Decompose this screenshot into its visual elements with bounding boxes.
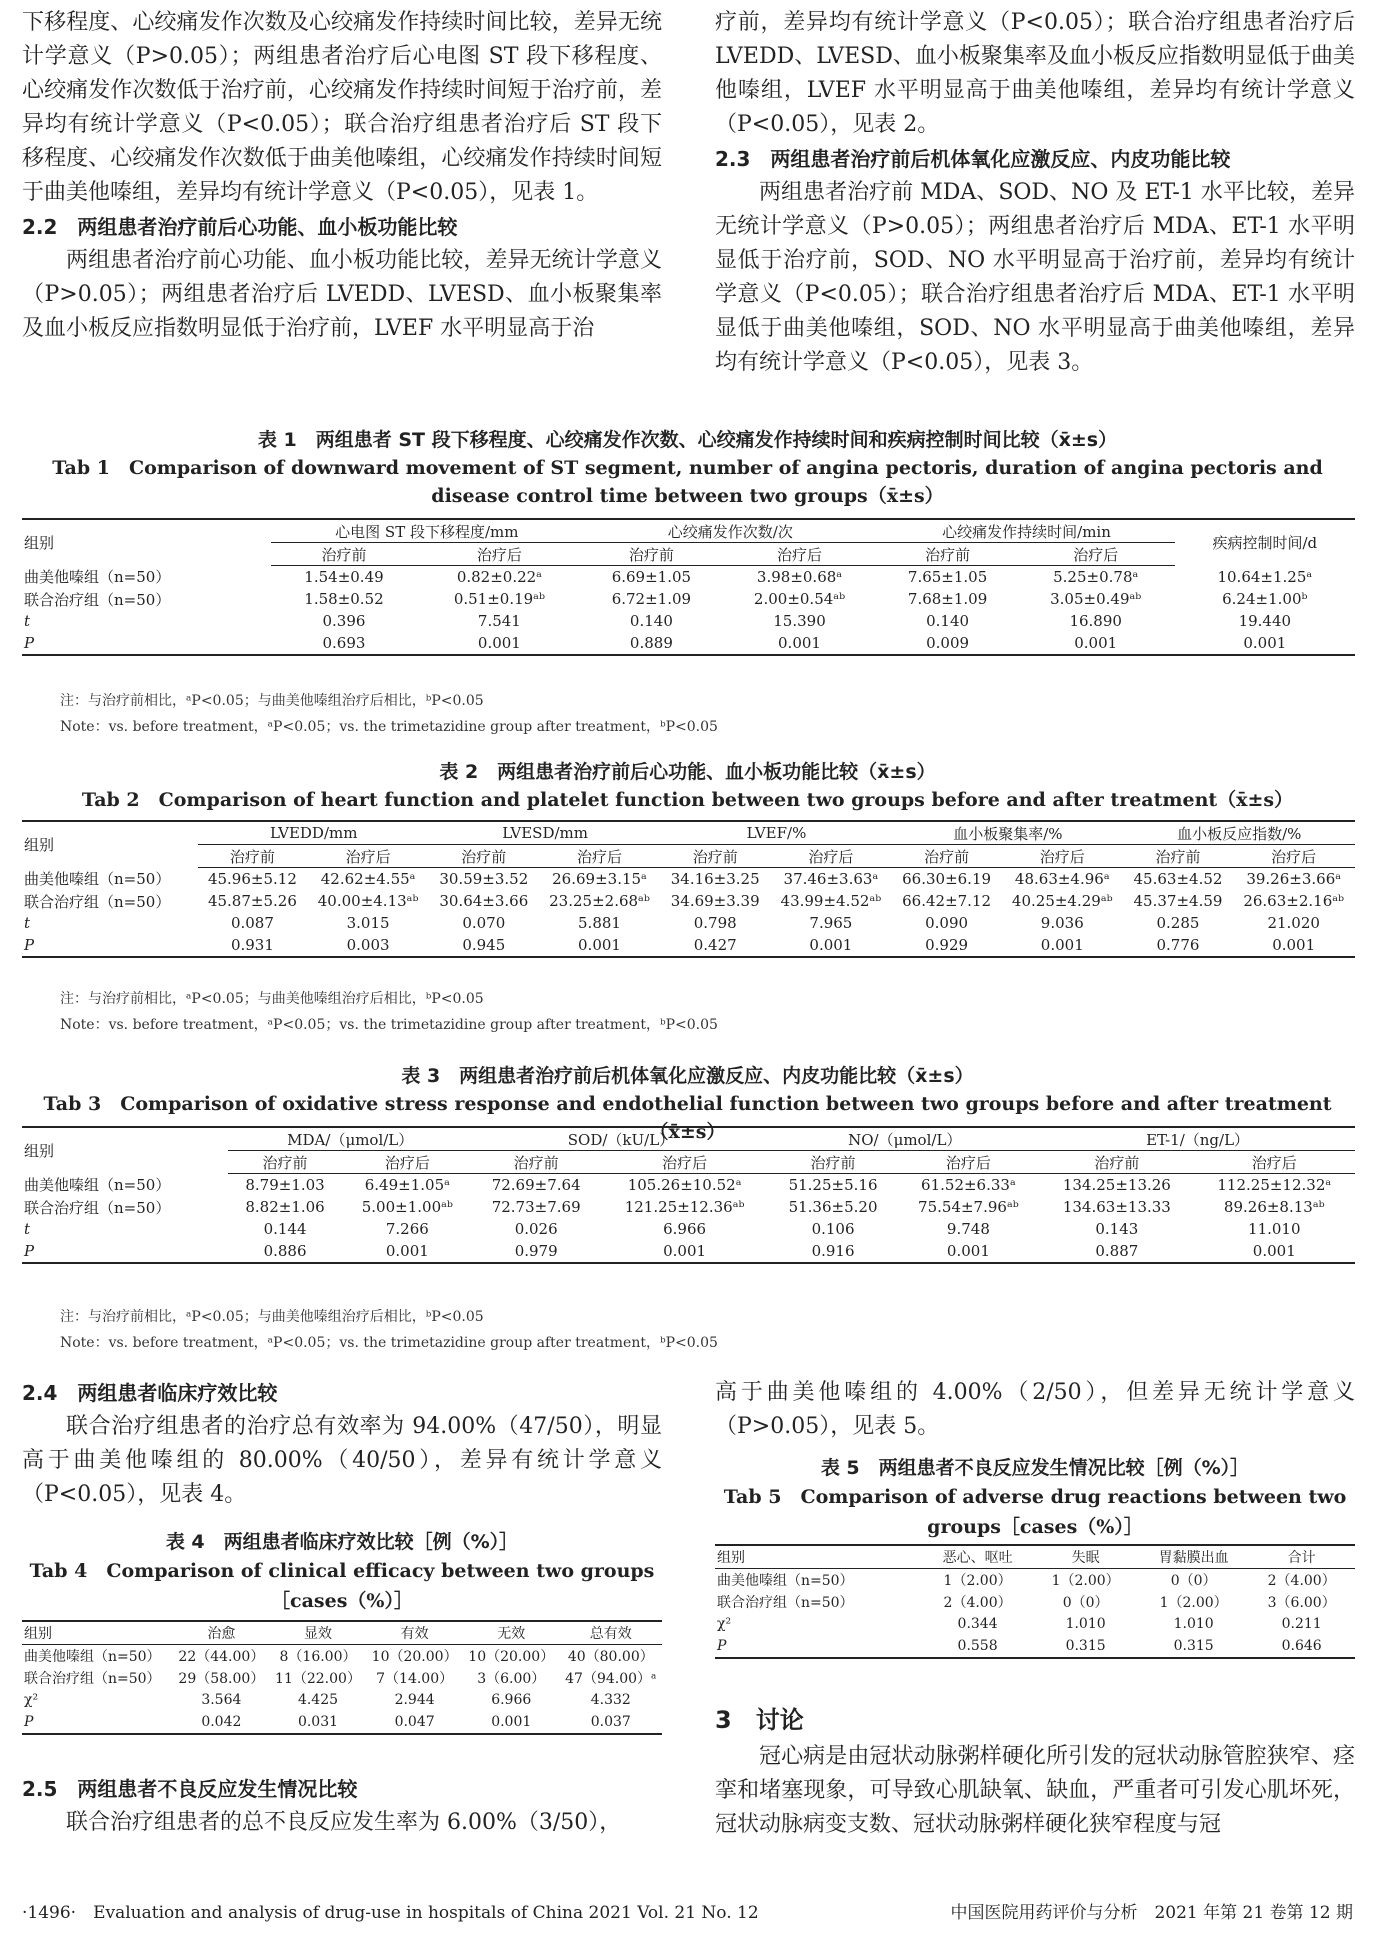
table-2-header: LVEF/% — [661, 821, 892, 845]
paragraph-2-5: 联合治疗组患者的总不良反应发生率为 6.00%（3/50）， — [66, 1810, 622, 1835]
table-row — [22, 1711, 662, 1734]
table-1-title-zh: 表 1 两组患者 ST 段下移程度、心绞痛发作次数、心绞痛发作持续时间和疾病控制时间比较（x̄±s） — [257, 429, 1118, 451]
table-5-title-zh: 表 5 两组患者不良反应发生情况比较［例（%）］ — [820, 1457, 1250, 1479]
table-4-header: 显效 — [270, 1621, 367, 1645]
table-2 — [22, 820, 1355, 958]
table-cell: 联合治疗组（n=50） — [717, 1595, 854, 1611]
table-cell: 联合治疗组（n=50） — [24, 1671, 161, 1687]
table-cell: 51.25±5.16 — [788, 1176, 878, 1194]
table-cell: 40.25±4.29ᵃᵇ — [1011, 892, 1113, 910]
table-row — [22, 1218, 1355, 1240]
table-cell: 6.49±1.05ᵃ — [364, 1176, 450, 1194]
table-cell: 0.646 — [1248, 1635, 1355, 1658]
table-row — [715, 1569, 1355, 1592]
table-cell: 0.886 — [228, 1240, 342, 1263]
table-3-note-en: Note：vs. before treatment，ᵃP<0.05；vs. the trimetazidine group after treatment，ᵇP<0.05 — [60, 1335, 718, 1351]
table-cell: 9.036 — [1040, 914, 1084, 932]
table-3-header: MDA/（μmol/L） — [228, 1127, 473, 1151]
table-cell: 75.54±7.96ᵃᵇ — [918, 1198, 1019, 1216]
table-3-group-header: 组别 — [22, 1127, 228, 1174]
table-cell: 48.63±4.96ᵃ — [1014, 870, 1110, 888]
table-cell: 曲美他嗪组（n=50） — [24, 568, 171, 587]
table-cell: 0.140 — [926, 612, 970, 630]
table-cell: 47（94.00）ᵃ — [565, 1671, 657, 1687]
table-cell: 21.020 — [1267, 914, 1320, 932]
table-cell: 30.64±3.66 — [439, 892, 529, 910]
table-cell: 134.63±13.33 — [1062, 1198, 1171, 1216]
table-3-subheader: 治疗前 — [228, 1151, 342, 1174]
table-cell: 19.440 — [1238, 612, 1292, 630]
table-2-header: 血小板反应指数/% — [1124, 821, 1355, 845]
table-cell: 3（6.00） — [477, 1671, 546, 1687]
table-cell: 0.776 — [1124, 934, 1233, 957]
table-cell: 0.143 — [1095, 1220, 1139, 1238]
table-5-header: 组别 — [715, 1545, 923, 1569]
table-cell: 1（2.00） — [1159, 1595, 1228, 1611]
table-cell: 0.344 — [957, 1616, 998, 1632]
table-cell: 0.106 — [811, 1220, 855, 1238]
table-row — [22, 588, 1355, 610]
table-cell: 42.62±4.55ᵃ — [320, 870, 416, 888]
table-cell: 0.285 — [1156, 914, 1200, 932]
right-column-top — [715, 6, 1355, 380]
table-3-note — [60, 1304, 718, 1356]
table-cell: 72.73±7.69 — [491, 1198, 581, 1216]
section-heading-2-5: 2.5 两组患者不良反应发生情况比较 — [22, 1777, 358, 1801]
paragraph-2-5-cont: 高于曲美他嗪组的 4.00%（2/50），但差异无统计学意义（P>0.05），见表 5。 — [715, 1380, 1355, 1439]
table-row — [715, 1635, 1355, 1658]
table-cell: t — [24, 1220, 31, 1238]
table-1 — [22, 518, 1355, 656]
table-cell: t — [24, 914, 31, 932]
table-cell: 8（16.00） — [279, 1649, 357, 1665]
table-cell: 2（4.00） — [943, 1595, 1012, 1611]
table-2-caption — [20, 758, 1355, 814]
table-row — [715, 1613, 1355, 1635]
table-cell: 6.966 — [491, 1692, 532, 1708]
table-cell: 40.00±4.13ᵃᵇ — [317, 892, 419, 910]
table-cell: 61.52±6.33ᵃ — [921, 1176, 1016, 1194]
table-cell: 43.99±4.52ᵃᵇ — [780, 892, 882, 910]
table-cell: 0.315 — [1032, 1635, 1139, 1658]
paragraph-2-2: 两组患者治疗前心功能、血小板功能比较，差异无统计学意义（P>0.05）；两组患者治疗后 LVEDD、LVESD、血小板聚集率及血小板反应指数明显低于治疗前，LVEF 水平明显高于治 — [22, 248, 662, 341]
table-cell: 26.69±3.15ᵃ — [552, 870, 647, 888]
footer-left: ·1496· Evaluation and analysis of drug-use in hospitals of China 2021 Vol. 21 No. 12 — [22, 1903, 759, 1923]
table-cell: 7.65±1.05 — [907, 568, 988, 586]
table-cell: 11.010 — [1248, 1220, 1301, 1238]
table-cell: 26.63±2.16ᵃᵇ — [1243, 892, 1345, 910]
table-cell: 0.090 — [925, 914, 969, 932]
table-4-header: 总有效 — [560, 1621, 662, 1645]
table-2-subheader: 治疗后 — [307, 845, 430, 868]
table-cell: 134.25±13.26 — [1062, 1176, 1171, 1194]
table-cell: 0.889 — [582, 632, 720, 655]
table-4-title-zh: 表 4 两组患者临床疗效比较［例（%）］ — [165, 1531, 519, 1553]
table-cell: 23.25±2.68ᵃᵇ — [549, 892, 650, 910]
table-cell: 2.00±0.54ᵃᵇ — [753, 590, 846, 608]
table-cell: 6.966 — [663, 1220, 707, 1238]
table-cell: 45.96±5.12 — [207, 870, 297, 888]
table-cell: P — [22, 934, 198, 957]
table-cell: P — [22, 1240, 228, 1263]
table-3-subheader: 治疗后 — [600, 1151, 770, 1174]
table-cell: 0.047 — [366, 1711, 463, 1734]
table-4-header: 有效 — [366, 1621, 463, 1645]
table-cell: 3.015 — [346, 914, 390, 932]
table-cell: 8.79±1.03 — [245, 1176, 325, 1194]
table-cell: 曲美他嗪组（n=50） — [24, 1176, 171, 1195]
table-cell: 0.070 — [462, 914, 506, 932]
table-cell: 0.001 — [770, 934, 893, 957]
table-cell: P — [715, 1635, 923, 1658]
table-3-subheader: 治疗前 — [1040, 1151, 1193, 1174]
table-cell: 0.979 — [473, 1240, 600, 1263]
table-2-note — [60, 986, 718, 1038]
table-cell: 39.26±3.66ᵃ — [1246, 870, 1342, 888]
table-cell: 0.001 — [1175, 632, 1355, 655]
table-cell: 30.59±3.52 — [439, 870, 529, 888]
table-cell: 0（0） — [1170, 1573, 1217, 1589]
table-cell: 7（14.00） — [376, 1671, 454, 1687]
table-4-title-en: Tab 4 Comparison of clinical efficacy between two groups［cases（%）］ — [29, 1560, 655, 1612]
table-5-header: 胃黏膜出血 — [1139, 1545, 1248, 1569]
table-cell: 2（4.00） — [1267, 1573, 1336, 1589]
table-cell: 45.63±4.52 — [1133, 870, 1223, 888]
table-cell: t — [24, 612, 31, 630]
table-cell: 0.001 — [342, 1240, 472, 1263]
table-cell: 121.25±12.36ᵃᵇ — [624, 1198, 745, 1216]
table-2-header: LVEDD/mm — [198, 821, 429, 845]
table-row — [22, 1174, 1355, 1197]
table-cell: 曲美他嗪组（n=50） — [24, 870, 171, 889]
table-cell: 40（80.00） — [567, 1649, 654, 1665]
right-column-bottom — [715, 1376, 1355, 1444]
table-row — [22, 1689, 662, 1711]
table-row — [22, 610, 1355, 632]
table-cell: 0.026 — [514, 1220, 558, 1238]
table-cell: 7.266 — [385, 1220, 429, 1238]
table-cell: 曲美他嗪组（n=50） — [717, 1573, 854, 1589]
table-cell: 45.37±4.59 — [1133, 892, 1223, 910]
table-cell: 0.001 — [1194, 1240, 1355, 1263]
table-cell: 6.69±1.05 — [611, 568, 692, 586]
table-cell: 0.009 — [878, 632, 1016, 655]
paragraph-2-1-cont: 下移程度、心绞痛发作次数及心绞痛发作持续时间比较，差异无统计学意义（P>0.05）；两组患者治疗后心电图 ST 段下移程度、心绞痛发作次数低于治疗前，心绞痛发作持续时间短于治疗前，差异均有统计学意义（P<0.05）；联合治疗组患者治疗后 ST 段下移程度、心绞痛发作次数低于曲美他嗪组，心绞痛发作持续时间短于曲美他嗪组，差异均有统计学意义（P<0.05），见表 1。 — [22, 10, 662, 205]
table-1-header: 心电图 ST 段下移程度/mm — [271, 519, 582, 543]
table-cell: 51.36±5.20 — [788, 1198, 878, 1216]
table-cell: 0.211 — [1281, 1616, 1322, 1632]
table-cell: 112.25±12.32ᵃ — [1217, 1176, 1332, 1194]
table-cell: 0.037 — [560, 1711, 662, 1734]
table-cell: 1.54±0.49 — [304, 568, 384, 586]
table-4-header: 组别 — [22, 1621, 173, 1645]
table-cell: P — [22, 632, 271, 655]
section-heading-2-2: 2.2 两组患者治疗前后心功能、血小板功能比较 — [22, 215, 458, 239]
table-2-subheader: 治疗前 — [429, 845, 538, 868]
table-cell: 0.001 — [417, 632, 583, 655]
table-1-subheader: 治疗前 — [271, 543, 416, 566]
table-cell: 0.001 — [897, 1240, 1040, 1263]
table-cell: 72.69±7.64 — [491, 1176, 581, 1194]
table-cell: 34.69±3.39 — [670, 892, 760, 910]
section-heading-2-3: 2.3 两组患者治疗前后机体氧化应激反应、内皮功能比较 — [715, 147, 1231, 171]
table-3-note-zh: 注：与治疗前相比，ᵃP<0.05；与曲美他嗪组治疗后相比，ᵇP<0.05 — [60, 1309, 484, 1325]
table-1-subheader: 治疗后 — [417, 543, 583, 566]
table-cell: 29（58.00） — [178, 1671, 265, 1687]
table-cell: 0.51±0.19ᵃᵇ — [453, 590, 545, 608]
table-cell: 10（20.00） — [371, 1649, 458, 1665]
table-cell: 0.887 — [1040, 1240, 1193, 1263]
table-cell: 11（22.00） — [275, 1671, 361, 1687]
table-1-subheader: 治疗后 — [1017, 543, 1175, 566]
table-cell: 0.427 — [661, 934, 770, 957]
table-cell: 7.965 — [809, 914, 853, 932]
table-cell: 2.944 — [394, 1692, 435, 1708]
table-1-header: 疾病控制时间/d — [1175, 519, 1355, 566]
table-cell: 0.001 — [1001, 934, 1124, 957]
table-2-subheader: 治疗前 — [892, 845, 1001, 868]
table-2-subheader: 治疗后 — [1232, 845, 1355, 868]
table-cell: 0.558 — [923, 1635, 1032, 1658]
table-3-title-zh: 表 3 两组患者治疗前后机体氧化应激反应、内皮功能比较（x̄±s） — [401, 1065, 974, 1087]
table-1-note — [60, 688, 718, 740]
table-cell: 5.881 — [578, 914, 621, 932]
table-cell: 1（2.00） — [1051, 1573, 1120, 1589]
table-cell: 0.001 — [600, 1240, 770, 1263]
table-cell: 1.010 — [1065, 1616, 1106, 1632]
table-row — [22, 868, 1355, 891]
table-cell: 0.140 — [629, 612, 673, 630]
table-cell: 0.087 — [230, 914, 274, 932]
table-row — [22, 890, 1355, 912]
table-2-note-zh: 注：与治疗前相比，ᵃP<0.05；与曲美他嗪组治疗后相比，ᵇP<0.05 — [60, 991, 484, 1007]
table-cell: 7.68±1.09 — [907, 590, 988, 608]
table-2-subheader: 治疗前 — [661, 845, 770, 868]
table-cell: 曲美他嗪组（n=50） — [24, 1649, 161, 1665]
table-2-subheader: 治疗前 — [1124, 845, 1233, 868]
table-cell: 1（2.00） — [943, 1573, 1012, 1589]
table-cell: 4.425 — [297, 1692, 339, 1708]
table-1-note-zh: 注：与治疗前相比，ᵃP<0.05；与曲美他嗪组治疗后相比，ᵇP<0.05 — [60, 693, 484, 709]
table-cell: 37.46±3.63ᵃ — [783, 870, 879, 888]
table-3-subheader: 治疗后 — [897, 1151, 1040, 1174]
table-cell: 89.26±8.13ᵃᵇ — [1223, 1198, 1325, 1216]
table-2-title-en: Tab 2 Comparison of heart function and platelet function between two groups before and after treatment（x̄±s） — [81, 789, 1294, 811]
table-5-title-en: Tab 5 Comparison of adverse drug reactions between two groups［cases（%）］ — [723, 1486, 1347, 1538]
table-cell: χ² — [24, 1692, 39, 1708]
table-1-title-en: Tab 1 Comparison of downward movement of ST segment, number of angina pectoris, duration of angina pectoris and disease control time between two groups（x̄±s） — [52, 457, 1323, 507]
table-cell: 5.25±0.78ᵃ — [1053, 568, 1139, 586]
table-2-group-header: 组别 — [22, 821, 198, 868]
table-3-title-en: Tab 3 Comparison of oxidative stress response and endothelial function between two groups before and after treatment（x̄±s） — [43, 1093, 1332, 1143]
table-1-subheader: 治疗后 — [721, 543, 879, 566]
table-3-header: SOD/（kU/L） — [473, 1127, 770, 1151]
table-3-header: NO/（μmol/L） — [769, 1127, 1040, 1151]
table-cell: 10（20.00） — [468, 1649, 555, 1665]
table-1-group-header: 组别 — [22, 519, 271, 566]
table-1-subheader: 治疗前 — [878, 543, 1016, 566]
table-cell: 3（6.00） — [1267, 1595, 1336, 1611]
table-5-header: 合计 — [1248, 1545, 1355, 1569]
table-cell: 16.890 — [1069, 612, 1122, 630]
table-4-header: 无效 — [463, 1621, 560, 1645]
table-5-header: 失眠 — [1032, 1545, 1139, 1569]
table-cell: 9.748 — [946, 1220, 990, 1238]
table-3-header: ET-1/（ng/L） — [1040, 1127, 1355, 1151]
table-row — [22, 1196, 1355, 1218]
table-cell: 0（0） — [1062, 1595, 1109, 1611]
table-cell: 6.24±1.00ᵇ — [1222, 590, 1308, 608]
table-1-header: 心绞痛发作持续时间/min — [878, 519, 1174, 543]
table-cell: χ² — [717, 1616, 732, 1632]
table-1-note-en: Note：vs. before treatment，ᵃP<0.05；vs. the trimetazidine group after treatment，ᵇP<0.05 — [60, 719, 718, 735]
table-5 — [715, 1544, 1355, 1659]
paragraph-3: 冠心病是由冠状动脉粥样硬化所引发的冠状动脉管腔狭窄、痉挛和堵塞现象，可导致心肌缺氧、缺血，严重者可引发心肌坏死，冠状动脉病变支数、冠状动脉粥样硬化狭窄程度与冠 — [715, 1744, 1355, 1837]
paragraph-2-2-cont: 疗前，差异均有统计学意义（P<0.05）；联合治疗组患者治疗后 LVEDD、LVESD、血小板聚集率及血小板反应指数明显低于曲美他嗪组，LVEF 水平明显高于曲美他嗪组，差异均有统计学意义（P<0.05），见表 2。 — [715, 10, 1355, 137]
table-row — [22, 1645, 662, 1668]
table-cell: 5.00±1.00ᵃᵇ — [361, 1198, 453, 1216]
paragraph-2-3: 两组患者治疗前 MDA、SOD、NO 及 ET-1 水平比较，差异无统计学意义（P>0.05）；两组患者治疗后 MDA、ET-1 水平明显低于治疗前，SOD、NO 水平明显高于治疗前，差异均有统计学意义（P<0.05）；联合治疗组患者治疗后 MDA、ET-1 水平明显低于曲美他嗪组，SOD、NO 水平明显高于曲美他嗪组，差异均有统计学意义（P<0.05），见表 3。 — [715, 180, 1355, 375]
table-row — [22, 934, 1355, 957]
table-cell: 22（44.00） — [178, 1649, 265, 1665]
table-cell: 0.001 — [538, 934, 661, 957]
table-cell: 0.929 — [892, 934, 1001, 957]
table-cell: 0.144 — [263, 1220, 307, 1238]
table-2-title-zh: 表 2 两组患者治疗前后心功能、血小板功能比较（x̄±s） — [439, 761, 936, 783]
table-cell: 15.390 — [773, 612, 826, 630]
footer-right: 中国医院用药评价与分析 2021 年第 21 卷第 12 期 — [950, 1903, 1353, 1923]
table-5-caption — [715, 1454, 1355, 1542]
table-cell: 34.16±3.25 — [670, 870, 760, 888]
table-2-subheader: 治疗后 — [770, 845, 893, 868]
table-row — [22, 1240, 1355, 1263]
table-cell: 66.42±7.12 — [902, 892, 992, 910]
table-1-subheader: 治疗前 — [582, 543, 720, 566]
table-2-subheader: 治疗后 — [538, 845, 661, 868]
left-column-top — [22, 6, 662, 346]
table-cell: 0.042 — [173, 1711, 270, 1734]
table-4-header: 治愈 — [173, 1621, 270, 1645]
table-cell: P — [22, 1711, 173, 1734]
table-cell: 0.001 — [1232, 934, 1355, 957]
section-heading-2-4: 2.4 两组患者临床疗效比较 — [22, 1381, 278, 1405]
table-row — [22, 566, 1355, 589]
table-row — [22, 912, 1355, 934]
table-2-header: LVESD/mm — [429, 821, 660, 845]
table-2-header: 血小板聚集率/% — [892, 821, 1123, 845]
table-cell: 0.945 — [429, 934, 538, 957]
table-3-subheader: 治疗前 — [473, 1151, 600, 1174]
table-cell: 3.564 — [201, 1692, 242, 1708]
table-1-header: 心绞痛发作次数/次 — [582, 519, 878, 543]
section-heading-3: 3 讨论 — [715, 1706, 804, 1734]
paragraph-2-4: 联合治疗组患者的治疗总有效率为 94.00%（47/50），明显高于曲美他嗪组的 80.00%（40/50），差异有统计学意义（P<0.05），见表 4。 — [22, 1414, 662, 1507]
table-3-subheader: 治疗前 — [769, 1151, 896, 1174]
table-cell: 0.031 — [270, 1711, 367, 1734]
table-cell: 0.396 — [322, 612, 366, 630]
left-column-end — [22, 1772, 662, 1840]
table-cell: 3.98±0.68ᵃ — [756, 568, 843, 586]
table-cell: 0.001 — [721, 632, 879, 655]
table-2-note-en: Note：vs. before treatment，ᵃP<0.05；vs. the trimetazidine group after treatment，ᵇP<0.05 — [60, 1017, 718, 1033]
table-cell: 6.72±1.09 — [611, 590, 692, 608]
right-column-end — [715, 1740, 1355, 1842]
table-2-subheader: 治疗后 — [1001, 845, 1124, 868]
table-4-caption — [22, 1528, 662, 1616]
table-cell: 7.541 — [477, 612, 521, 630]
table-cell: 3.05±0.49ᵃᵇ — [1050, 590, 1142, 608]
table-1-caption — [20, 426, 1355, 510]
table-cell: 0.798 — [693, 914, 737, 932]
table-cell: 0.916 — [769, 1240, 896, 1263]
table-cell: 0.001 — [463, 1711, 560, 1734]
table-3 — [22, 1126, 1355, 1264]
table-cell: 10.64±1.25ᵃ — [1217, 567, 1313, 586]
table-cell: 0.931 — [198, 934, 307, 957]
table-row — [22, 1667, 662, 1689]
left-column-bottom — [22, 1376, 662, 1512]
table-cell: 0.693 — [271, 632, 416, 655]
table-cell: 1.58±0.52 — [304, 590, 384, 608]
table-cell: 0.001 — [1017, 632, 1175, 655]
table-cell: 0.82±0.22ᵃ — [456, 568, 542, 586]
table-3-subheader: 治疗后 — [1194, 1151, 1355, 1174]
table-row — [715, 1591, 1355, 1613]
table-cell: 联合治疗组（n=50） — [24, 892, 171, 911]
table-cell: 0.315 — [1139, 1635, 1248, 1658]
table-cell: 1.010 — [1173, 1616, 1214, 1632]
table-5-header: 恶心、呕吐 — [923, 1545, 1032, 1569]
table-cell: 4.332 — [590, 1692, 631, 1708]
table-cell: 0.003 — [307, 934, 430, 957]
table-cell: 8.82±1.06 — [245, 1198, 325, 1216]
table-row — [22, 632, 1355, 655]
table-cell: 联合治疗组（n=50） — [24, 590, 171, 609]
table-cell: 45.87±5.26 — [207, 892, 297, 910]
table-3-subheader: 治疗后 — [342, 1151, 472, 1174]
table-cell: 联合治疗组（n=50） — [24, 1198, 171, 1217]
table-2-subheader: 治疗前 — [198, 845, 307, 868]
table-4 — [22, 1620, 662, 1735]
table-cell: 105.26±10.52ᵃ — [627, 1176, 742, 1194]
table-cell: 66.30±6.19 — [902, 870, 992, 888]
